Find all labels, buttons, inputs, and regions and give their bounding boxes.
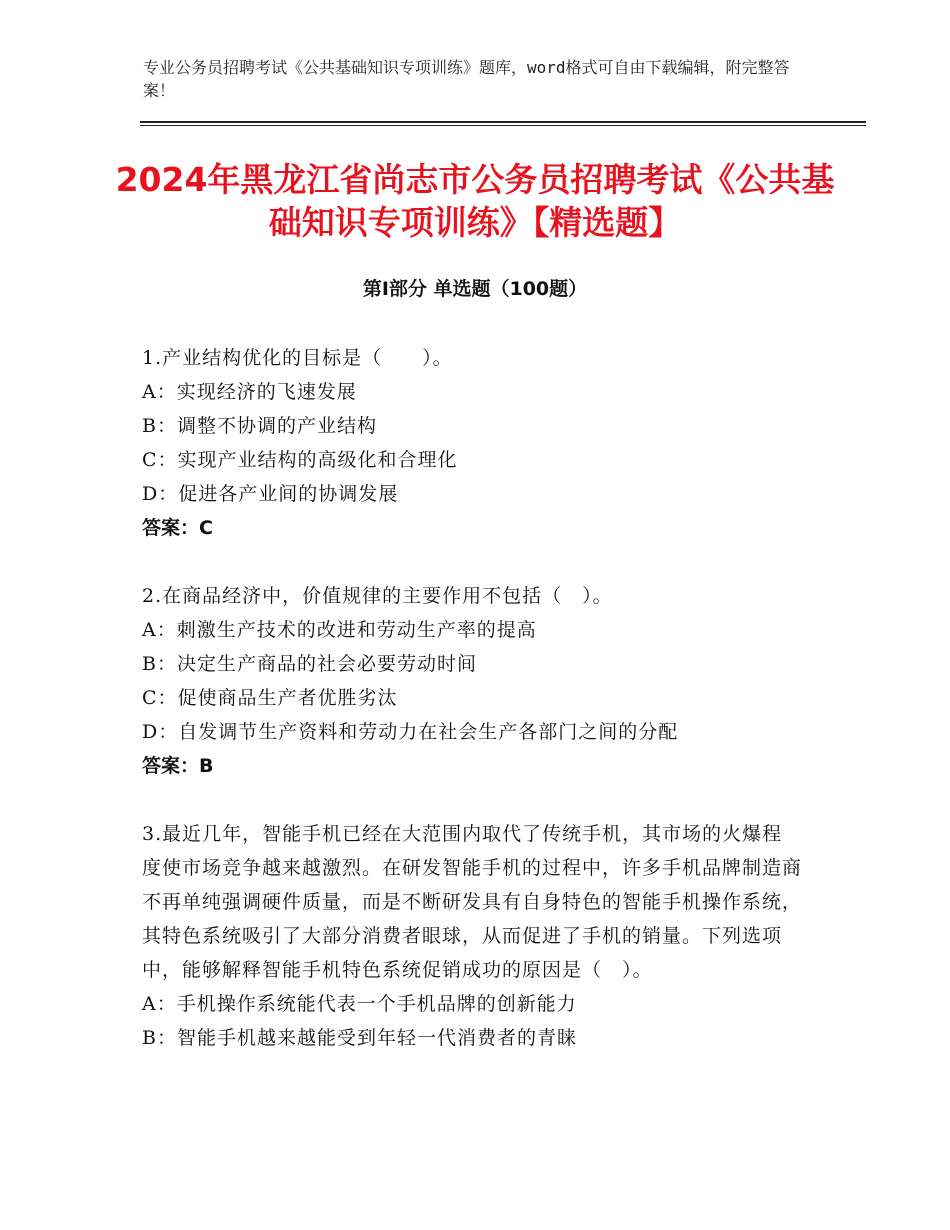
option-b: B：调整不协调的产业结构 bbox=[142, 415, 377, 437]
document-title: 2024年黑龙江省尚志市公务员招聘考试《公共基础知识专项训练》【精选题】 bbox=[115, 160, 835, 242]
option-a: A：实现经济的飞速发展 bbox=[142, 381, 357, 403]
option-b: B：决定生产商品的社会必要劳动时间 bbox=[142, 653, 477, 675]
header-note: 专业公务员招聘考试《公共基础知识专项训练》题库，word格式可自由下载编辑，附完整答案！ bbox=[143, 58, 790, 100]
answer: 答案：B bbox=[142, 755, 214, 777]
option-a: A：刺激生产技术的改进和劳动生产率的提高 bbox=[142, 619, 537, 641]
question-stem: 3.最近几年，智能手机已经在大范围内取代了传统手机，其市场的火爆程度使市场竞争越来越激烈。在研发智能手机的过程中，许多手机品牌制造商不再单纯强调硬件质量，而是不断研发具有自身特色的智能手机操作系统，其特色系统吸引了大部分消费者眼球，从而促进了手机的销量。下列选项中，能够解释智能手机特色系统促销成功的原因是（ ）。 bbox=[142, 823, 803, 981]
answer: 答案：C bbox=[142, 517, 213, 539]
question-2 bbox=[142, 579, 802, 783]
option-b: B：智能手机越来越能受到年轻一代消费者的青睐 bbox=[142, 1027, 577, 1049]
question-3 bbox=[142, 817, 802, 1055]
section-heading: 第Ⅰ部分 单选题（100题） bbox=[362, 278, 588, 300]
header-rule-thick bbox=[140, 121, 866, 123]
option-c: C：实现产业结构的高级化和合理化 bbox=[142, 449, 458, 471]
question-1 bbox=[142, 341, 802, 545]
question-list bbox=[142, 341, 802, 1089]
option-d: D：促进各产业间的协调发展 bbox=[142, 483, 399, 505]
option-d: D：自发调节生产资料和劳动力在社会生产各部门之间的分配 bbox=[142, 721, 679, 743]
option-c: C：促使商品生产者优胜劣汰 bbox=[142, 687, 398, 709]
option-a: A：手机操作系统能代表一个手机品牌的创新能力 bbox=[142, 993, 577, 1015]
header-rule-thin bbox=[140, 125, 866, 126]
question-stem: 1.产业结构优化的目标是（ ）。 bbox=[142, 347, 453, 369]
question-stem: 2.在商品经济中，价值规律的主要作用不包括（ ）。 bbox=[142, 585, 613, 607]
